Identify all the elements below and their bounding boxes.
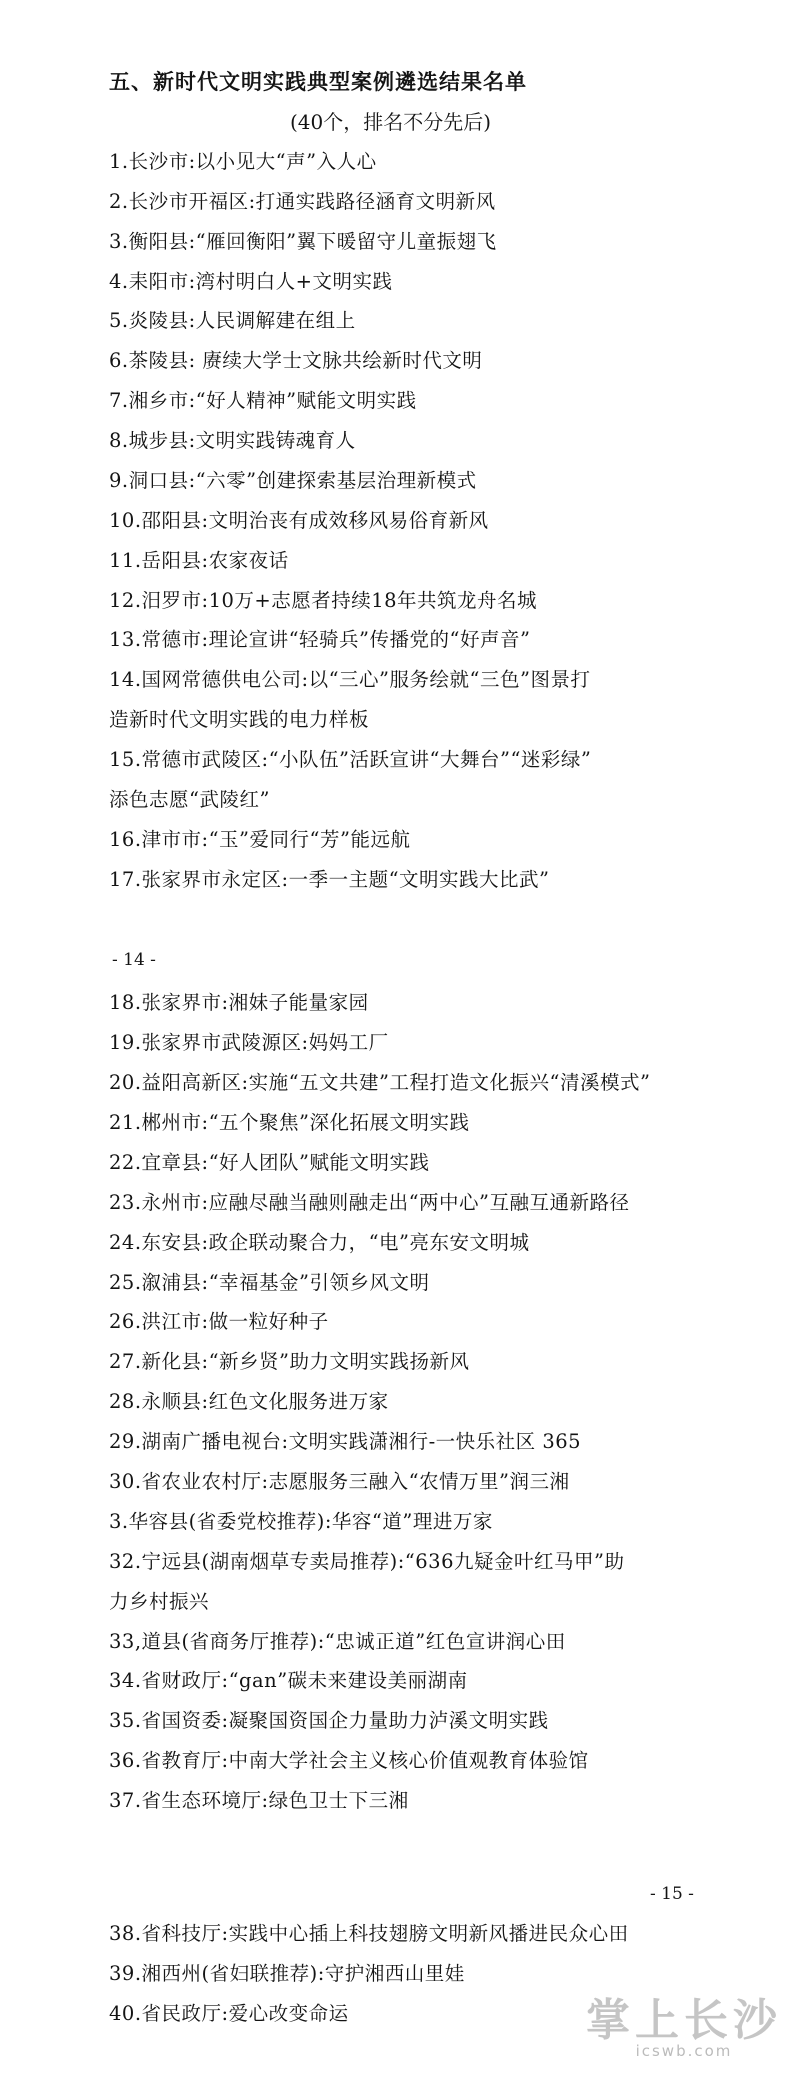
list-item: 6.茶陵县: 赓续大学士文脉共绘新时代文明 (109, 349, 483, 372)
list-item: 22.宜章县:“好人团队”赋能文明实践 (109, 1151, 430, 1174)
list-item: 27.新化县:“新乡贤”助力文明实践扬新风 (109, 1350, 470, 1373)
list-item: 38.省科技厅:实践中心插上科技翅膀文明新风播进民众心田 (109, 1922, 629, 1945)
page-number: - 15 - (650, 1884, 694, 1904)
list-item: 35.省国资委:凝聚国资国企力量助力泸溪文明实践 (109, 1709, 549, 1732)
page-number: - 14 - (112, 950, 156, 970)
list-item: 7.湘乡市:“好人精神”赋能文明实践 (109, 389, 417, 412)
list-item: 8.城步县:文明实践铸魂育人 (109, 429, 356, 452)
page-subtitle: (40个，排名不分先后) (290, 110, 492, 134)
list-item: 34.省财政厅:“gan”碳未来建设美丽湖南 (109, 1669, 468, 1692)
list-item: 26.洪江市:做一粒好种子 (109, 1310, 329, 1333)
list-item: 13.常德市:理论宣讲“轻骑兵”传播党的“好声音” (109, 628, 531, 651)
list-item: 16.津市市:“玉”爱同行“芳”能远航 (109, 828, 411, 851)
list-item: 19.张家界市武陵源区:妈妈工厂 (109, 1031, 389, 1054)
list-item: 3.华容县(省委党校推荐):华容“道”理进万家 (109, 1510, 493, 1533)
list-item: 15.常德市武陵区:“小队伍”活跃宣讲“大舞台”“迷彩绿” (109, 748, 592, 771)
list-item: 23.永州市:应融尽融当融则融走出“两中心”互融互通新路径 (109, 1191, 630, 1214)
list-item: 1.长沙市:以小见大“声”入人心 (109, 150, 377, 173)
list-item: 29.湖南广播电视台:文明实践潇湘行-一快乐社区 365 (109, 1430, 582, 1453)
list-item: 32.宁远县(湖南烟草专卖局推荐):“636九疑金叶红马甲”助 (109, 1550, 625, 1573)
list-item: 5.炎陵县:人民调解建在组上 (109, 309, 356, 332)
list-item: 17.张家界市永定区:一季一主题“文明实践大比武” (109, 868, 550, 891)
list-item: 25.溆浦县:“幸福基金”引领乡风文明 (109, 1271, 430, 1294)
list-item: 2.长沙市开福区:打通实践路径涵育文明新风 (109, 190, 496, 213)
list-item-continuation: 造新时代文明实践的电力样板 (109, 708, 370, 731)
list-item-continuation: 添色志愿“武陵红” (109, 788, 270, 811)
list-item: 37.省生态环境厅:绿色卫士下三湘 (109, 1789, 409, 1812)
list-item: 40.省民政厅:爱心改变命运 (109, 2002, 349, 2025)
list-item: 39.湘西州(省妇联推荐):守护湘西山里娃 (109, 1962, 465, 1985)
list-item: 14.国网常德供电公司:以“三心”服务绘就“三色”图景打 (109, 668, 591, 691)
watermark-brand: 掌上长沙 (586, 1995, 782, 2046)
list-item-continuation: 力乡村振兴 (109, 1590, 210, 1613)
watermark-domain: icswb.com (635, 2042, 733, 2060)
list-item: 9.洞口县:“六零”创建探索基层治理新模式 (109, 469, 477, 492)
list-item: 18.张家界市:湘妹子能量家园 (109, 991, 369, 1014)
list-item: 33,道县(省商务厅推荐):“忠诚正道”红色宣讲润心田 (109, 1630, 566, 1653)
page-title: 五、新时代文明实践典型案例遴选结果名单 (109, 70, 527, 94)
list-item: 20.益阳高新区:实施“五文共建”工程打造文化振兴“清溪模式” (109, 1071, 651, 1094)
list-item: 12.汨罗市:10万+志愿者持续18年共筑龙舟名城 (109, 589, 538, 612)
list-item: 24.东安县:政企联动聚合力，“电”亮东安文明城 (109, 1231, 530, 1254)
list-item: 10.邵阳县:文明治丧有成效移风易俗育新风 (109, 509, 489, 532)
list-item: 3.衡阳县:“雁回衡阳”翼下暖留守儿童振翅飞 (109, 230, 497, 253)
list-item: 11.岳阳县:农家夜话 (109, 549, 289, 572)
watermark-logo (586, 1984, 782, 2060)
list-item: 36.省教育厅:中南大学社会主义核心价值观教育体验馆 (109, 1749, 589, 1772)
list-item: 21.郴州市:“五个聚焦”深化拓展文明实践 (109, 1111, 470, 1134)
list-item: 4.耒阳市:湾村明白人+文明实践 (109, 270, 393, 293)
list-item: 28.永顺县:红色文化服务进万家 (109, 1390, 389, 1413)
list-item: 30.省农业农村厅:志愿服务三融入“农情万里”润三湘 (109, 1470, 570, 1493)
